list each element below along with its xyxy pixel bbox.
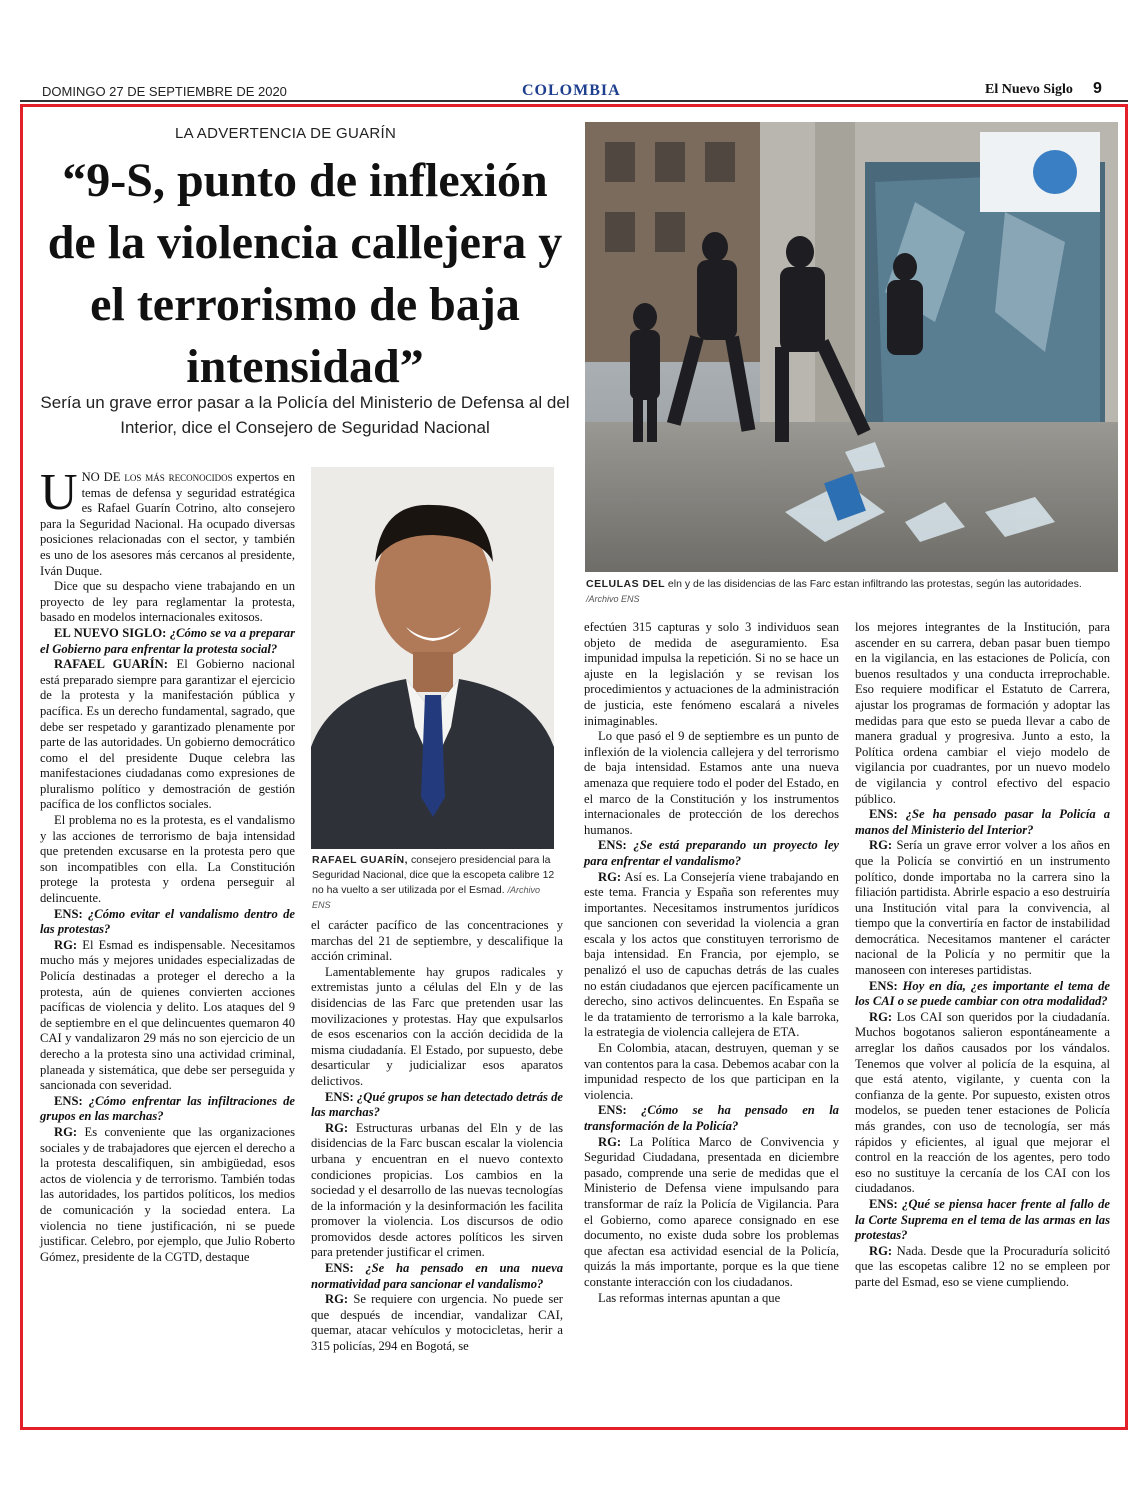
drop-cap: U <box>40 464 78 521</box>
answer: RG: Sería un grave error volver a los años en que la Policía se convirtió en un instrumento político, donde importaba no la carrera sino la filiación partidista. Abrirle espacio a eso destruiría una Institución vital para la convivencia, al tiempo que la convertiría en factor de instabilidad democrática. Necesitamos mantener el carácter nacional de la Policía y no permitir que la manoseen con intereses partidistas. <box>855 838 1110 978</box>
section-name: COLOMBIA <box>522 82 621 99</box>
portrait-caption-lead: RAFAEL GUARÍN, <box>312 854 409 866</box>
column-1 <box>40 464 295 1420</box>
intro-paragraph <box>40 464 295 579</box>
answer: RG: Así es. La Consejería viene trabajando en este tema. Francia y España son referentes muy importantes. Necesitamos instrumentos jurídicos que sancionen con severidad la violencia a gran escala y los actos que constituyen terrorismo de baja intensidad. En Francia, por ejemplo, se penalizó el uso de capuchas detrás de las cuales no están ciudadanos que ejercen pacíficamente un derecho, sino activos delincuentes. En España se le da tratamiento de terrorismo a la kale barroka, la estrategia de violencia callejera de ETA. <box>584 869 839 1040</box>
protest-photo-caption <box>586 577 1116 607</box>
issue-date: DOMINGO 27 DE SEPTIEMBRE DE 2020 <box>42 84 287 99</box>
paragraph: efectúen 315 capturas y solo 3 individuos sean objeto de medida de aseguramiento. Esa impunidad impulsa la repetición. Si no se hace un ajuste en la legislación y se revisan los procedimientos y actuaciones de la administración de justicia, este fenómeno escalará a niveles inimaginables. <box>584 620 839 728</box>
article-kicker: LA ADVERTENCIA DE GUARÍN <box>175 125 397 142</box>
question: EL NUEVO SIGLO: ¿Cómo se va a preparar el Gobierno para enfrentar la protesta social? <box>40 625 295 656</box>
portrait-caption <box>312 853 557 913</box>
answer: RG: Se requiere con urgencia. No puede ser que después de incendiar, vandalizar CAI, quemar, atacar vehículos y motocicletas, herir a 315 policías, 294 en Bogotá, se <box>311 1292 563 1354</box>
article-dek: Sería un grave error pasar a la Policía del Ministerio de Defensa al del Interior, dice el Consejero de Seguridad Nacional <box>40 393 570 437</box>
portrait-photo <box>311 467 554 849</box>
protest-photo-image <box>585 122 1118 572</box>
answer: RG: La Política Marco de Convivencia y Seguridad Ciudadana, presentada en diciembre pasado, comprende una serie de medidas que el Ministerio de Defensa viene impulsando para transformar de raíz la Policía de Vigilancia. Para el Gobierno, como aparece consignado en ese documento, no existe duda sobre los problemas que afectan esa actividad esencial de la Policía, quizás la más importante, porque es la que tiene constante interacción con los ciudadanos. <box>584 1134 839 1289</box>
question: ENS: ¿Cómo se ha pensado en la transformación de la Policía? <box>584 1103 839 1133</box>
newspaper-name: El Nuevo Siglo <box>985 82 1073 97</box>
question: ENS: ¿Cómo evitar el vandalismo dentro de las protestas? <box>40 906 295 937</box>
answer: RG: Es conveniente que las organizaciones sociales y de trabajadores que ejercen el derecho a la protesta descalifiquen, sin ambigüedad, esos actos de violencia y de terrorismo. También todas las autoridades, los partidos políticos, los medios de comunicación y la sociedad entera. La violencia no tiene justificación, ni se puede justificar. Celebro, por ejemplo, que Julio Roberto Gómez, presidente de la CGTD, destaque <box>40 1124 295 1264</box>
column-2 <box>311 918 563 1418</box>
paragraph: Dice que su despacho viene trabajando en un proyecto de ley para reglamentar la protesta, basado en modelos internacionales exitosos. <box>40 579 295 625</box>
portrait-caption-text: consejero presidencial para la Seguridad Nacional, dice que la escopeta calibre 12 no ha vuelto a ser utilizada por el Esmad. <box>312 854 555 896</box>
paragraph: El problema no es la protesta, es el vandalismo y las acciones de terrorismo de baja intensidad que pretenden excusarse en la protesta pero que son incompatibles con ella. La Constitución protege la protesta y ordena perseguir al delincuente. <box>40 813 295 906</box>
question: ENS: ¿Se está preparando un proyecto ley para enfrentar el vandalismo? <box>584 838 839 868</box>
intro-text: expertos en temas de defensa y seguridad estratégica es Rafael Guarín Cotrino, alto consejero para la Seguridad Nacional. Ha ocupado diversas posiciones relacionadas con el sector, y también es uno de los asesores más cercanos al presidente, Iván Duque. <box>40 470 295 578</box>
answer: RG: Estructuras urbanas del Eln y de las disidencias de la Farc buscan escalar la violencia urbana y encuentran en el nuevo contexto condiciones propicias. Los cambios en la sociedad y el desarrollo de las nuevas tecnologías de la información y la desinformación les facilita promover la violencia. Los discursos de odio promovidos desde actores políticos les sirven para pretender justificar el crimen. <box>311 1120 563 1260</box>
caption-credit: /Archivo ENS <box>586 594 640 604</box>
paragraph: En Colombia, atacan, destruyen, queman y se van contentos para la casa. Debemos acabar con la impunidad respecto de los que participan en la violencia. <box>584 1041 839 1102</box>
header-divider <box>20 100 1128 102</box>
question: ENS: Hoy en día, ¿es importante el tema de los CAI o se puede cambiar con otra modalidad? <box>855 978 1110 1009</box>
question: ENS: ¿Se ha pensado en una nueva normatividad para sancionar el vandalismo? <box>311 1261 563 1291</box>
caption-text: eln y de las disidencias de las Farc estan infiltrando las protestas, según las autoridades. <box>667 578 1082 590</box>
portrait-caption-credit: /Archivo ENS <box>312 885 541 910</box>
paragraph: Lo que pasó el 9 de septiembre es un punto de inflexión de la violencia callejera y del terrorismo de baja intensidad. Estamos ante una nueva amenaza que requiere todo el poder del Estado, en el marco de la Constitución y los instrumentos internacionales de protección de los derechos humanos. <box>584 729 839 837</box>
intro-lead: NO DE los más reconocidos <box>81 470 233 484</box>
answer: RG: El Esmad es indispensable. Necesitamos mucho más y mejores unidades especializadas de Policía destinadas a proteger el derecho a la protesta, aún de quienes convierten acciones pacíficas de violencia y delito. Los ataques del 9 de septiembre en el que delincuentes quemaron 40 CAI y vandalizaron 29 más no son ejercicio de un derecho a la protesta sino una actividad criminal, planeada y sistemática, que debe ser perseguida y sancionada con severidad. <box>40 937 295 1093</box>
article-headline: “9-S, punto de inflexión de la violencia callejera y el terrorismo de baja intensidad” <box>47 154 563 393</box>
paragraph: los mejores integrantes de la Institución, para ascender en su carrera, deban pasar buen tiempo en la vigilancia, en las estaciones de Policía, con buenos resultados y una conducta irreprochable. Eso requiere modificar el Estatuto de Carrera, ajustar los programas de formación y adoptar las medidas para que esto se pueda llevar a cabo de manera gradual y progresiva. Junto a esto, la Política ordena cambiar el viejo modelo de vigilancia por cuadrantes, por un nuevo modelo de vigilancia y control efectivo del espacio público. <box>855 620 1110 806</box>
paragraph: el carácter pacífico de las concentraciones y marchas del 21 de septiembre, y descalifique la acción criminal. <box>311 918 563 964</box>
question: ENS: ¿Se ha pensado pasar la Policía a manos del Ministerio del Interior? <box>855 807 1110 837</box>
question: ENS: ¿Cómo enfrentar las infiltraciones de grupos en las marchas? <box>40 1093 295 1124</box>
paragraph: Lamentablemente hay grupos radicales y extremistas junto a células del Eln y de las disidencias de las Farc que pretenden usar las movilizaciones y protestas. Hay que expulsarlos de esos escenarios con la acción decidida de la misma ciudadanía. El Estado, por supuesto, debe desarticular y judicializar esos aparatos delictivos. <box>311 964 563 1088</box>
answer: RAFAEL GUARÍN: El Gobierno nacional está preparado siempre para garantizar el ejercicio de la protesta y la manifestación pública y pacífica. Es un derecho fundamental, sagrado, que debe ser respetado y garantizado plenamente por parte de las autoridades. Un gobierno democrático como el del presidente Duque celebra las manifestaciones ciudadanas como expresiones de pluralismo político y demostración de gestión pacífica de los conflictos sociales. <box>40 657 295 812</box>
protest-photo <box>585 122 1118 572</box>
page-number: 9 <box>1093 80 1102 97</box>
column-4 <box>855 620 1110 1420</box>
answer: RG: Los CAI son queridos por la ciudadanía. Muchos bogotanos salieron espontáneamente a arreglar los daños causados por los vándalos. Tenemos que volver al policía de la esquina, al que está atento, vigilante, y cuenta con la confianza de la gente. Por supuesto, existen otros modelos, se pueden tener estaciones de Policía más grandes, con uso de tecnología, ser más rápidos y eficientes, al igual que mejorar el control en la reacción de los agentes, pero todo eso no sustituye la cercanía de los CAI con los ciudadanos. <box>855 1009 1110 1196</box>
question: ENS: ¿Qué grupos se han detectado detrás de las marchas? <box>311 1089 563 1120</box>
caption-lead: CELULAS DEL <box>586 578 665 590</box>
portrait-image <box>311 467 554 849</box>
answer: RG: Nada. Desde que la Procuraduría solicitó que las escopetas calibre 12 no se empleen por parte del Esmad, eso se viene cumpliendo. <box>855 1243 1111 1289</box>
paragraph: Las reformas internas apuntan a que <box>598 1290 781 1305</box>
column-3 <box>584 620 839 1420</box>
question: ENS: ¿Qué se piensa hacer frente al fallo de la Corte Suprema en el tema de las armas en las protestas? <box>855 1196 1110 1243</box>
